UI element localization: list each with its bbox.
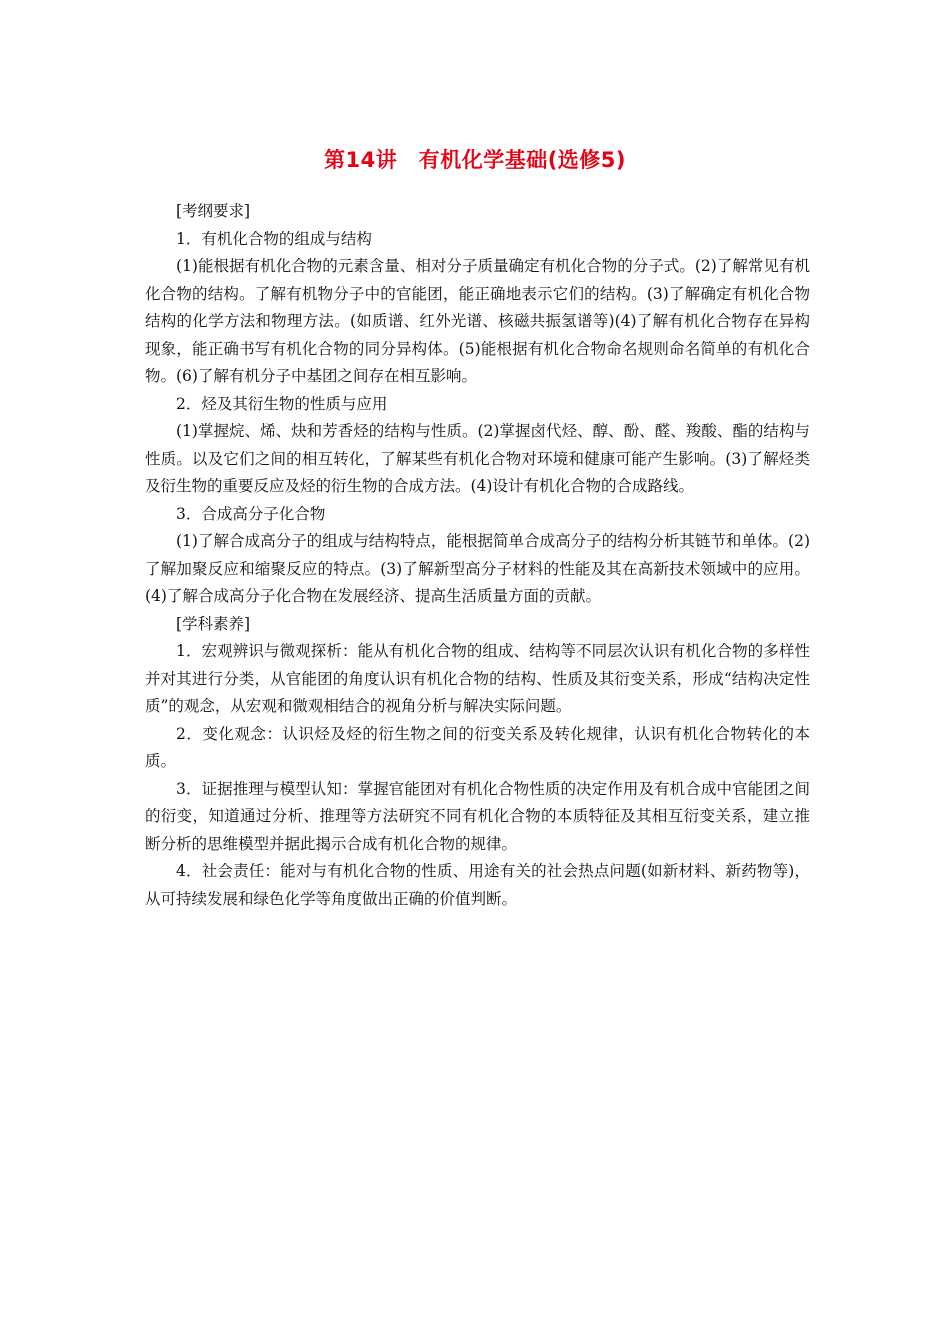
paragraph-literacy-1: 1．宏观辨识与微观探析：能从有机化合物的组成、结构等不同层次认识有机化合物的多样性并对其进行分类，从官能团的角度认识有机化合物的结构、性质及其衍变关系，形成“结构决定性质”的观念，从宏观和微观相结合的视角分析与解决实际问题。 <box>145 642 810 715</box>
subheading-composition-structure: 1．有机化合物的组成与结构 <box>176 229 372 248</box>
section-heading-exam-requirements: [考纲要求] <box>176 202 251 220</box>
paragraph-polymers: (1)了解合成高分子的组成与结构特点，能根据简单合成高分子的结构分析其链节和单体。(2)了解加聚反应和缩聚反应的特点。(3)了解新型高分子材料的性能及其在高新技术领域中的应用。(4)了解合成高分子化合物在发展经济、提高生活质量方面的贡献。 <box>145 532 810 605</box>
subheading-polymers: 3．合成高分子化合物 <box>176 504 326 523</box>
paragraph-hydrocarbons: (1)掌握烷、烯、炔和芳香烃的结构与性质。(2)掌握卤代烃、醇、酚、醛、羧酸、酯的结构与性质。以及它们之间的相互转化，了解某些有机化合物对环境和健康可能产生影响。(3)了解烃类及衍生物的重要反应及烃的衍生物的合成方法。(4)设计有机化合物的合成路线。 <box>145 422 810 495</box>
paragraph-literacy-2: 2．变化观念：认识烃及烃的衍生物之间的衍变关系及转化规律，认识有机化合物转化的本质。 <box>145 724 810 770</box>
paragraph-composition-structure: (1)能根据有机化合物的元素含量、相对分子质量确定有机化合物的分子式。(2)了解常见有机化合物的结构。了解有机物分子中的官能团，能正确地表示它们的结构。(3)了解确定有机化合物结构的化学方法和物理方法。(如质谱、红外光谱、核磁共振氢谱等)(4)了解有机化合物存在异构现象，能正确书写有机化合物的同分异构体。(5)能根据有机化合物命名规则命名简单的有机化合物。(6)了解有机分子中基团之间存在相互影响。 <box>145 257 810 385</box>
subheading-hydrocarbons: 2．烃及其衍生物的性质与应用 <box>176 394 388 413</box>
section-heading-subject-literacy: [学科素养] <box>176 614 251 633</box>
document-body <box>145 198 810 913</box>
page-title: 第14讲 有机化学基础(选修5) <box>323 148 627 172</box>
paragraph-literacy-4: 4．社会责任：能对与有机化合物的性质、用途有关的社会热点问题(如新材料、新药物等)，从可持续发展和绿色化学等角度做出正确的价值判断。 <box>145 862 810 908</box>
paragraph-literacy-3: 3．证据推理与模型认知：掌握官能团对有机化合物性质的决定作用及有机合成中官能团之间的衍变，知道通过分析、推理等方法研究不同有机化合物的本质特征及其相互衍变关系，建立推断分析的思维模型并据此揭示合成有机化合物的规律。 <box>145 779 810 853</box>
